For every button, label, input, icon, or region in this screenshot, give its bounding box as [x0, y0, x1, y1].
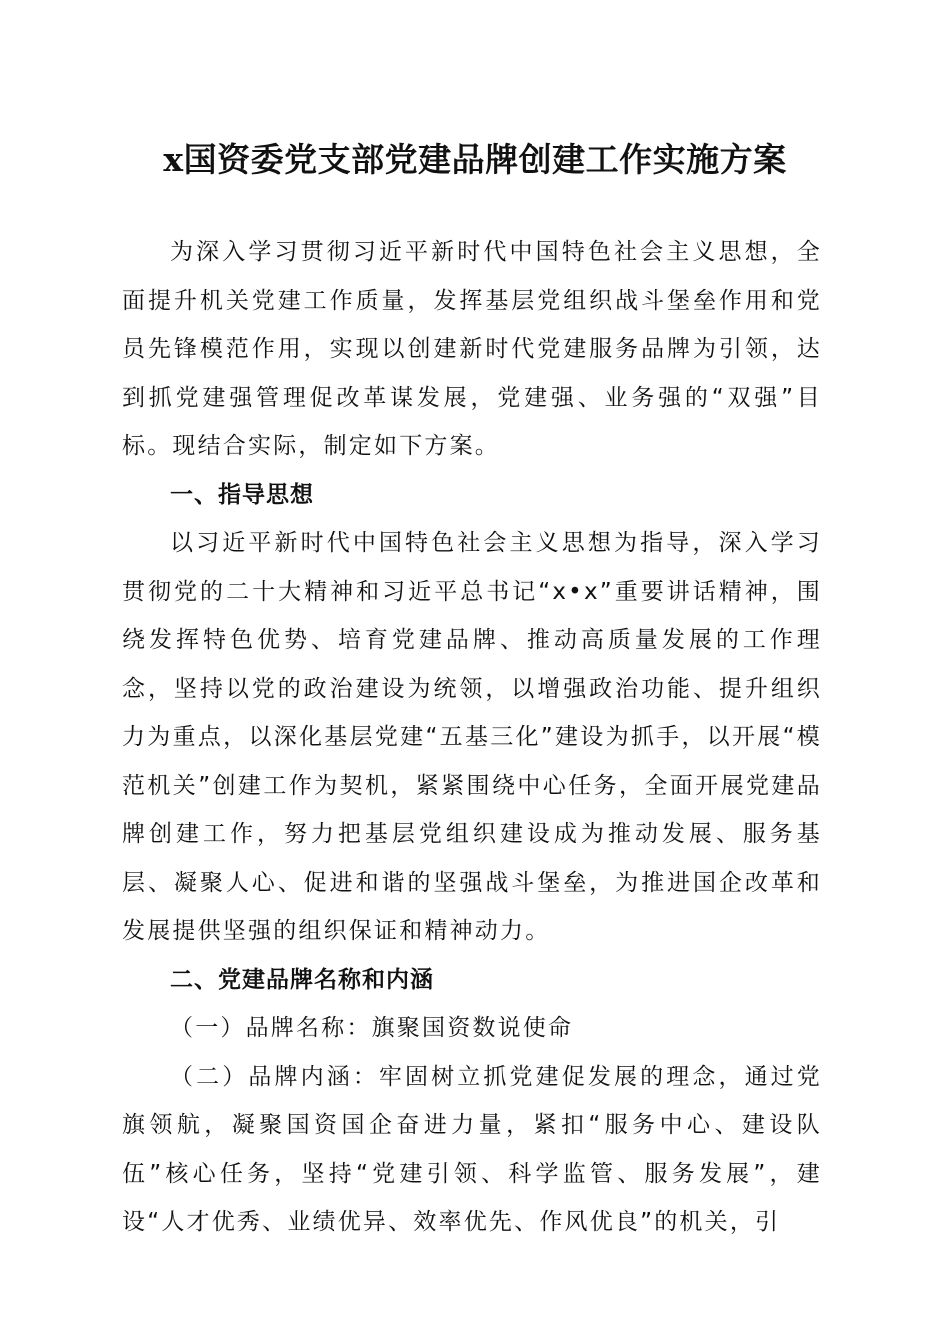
- document-title: x国资委党支部党建品牌创建工作实施方案: [163, 140, 787, 179]
- brand-name-item: （一）品牌名称：旗聚国资数说使命: [170, 1015, 574, 1041]
- intro-paragraph: 为深入学习贯彻习近平新时代中国特色社会主义思想，全面提升机关党建工作质量，发挥基层党组织战斗堡垒作用和党员先锋模范作用，实现以创建新时代党建服务品牌为引领，达到抓党建强管理促改革谋发展，党建强、业务强的“双强”目标。现结合实际，制定如下方案。: [122, 239, 822, 459]
- guiding-ideology-paragraph: 以习近平新时代中国特色社会主义思想为指导，深入学习贯彻党的二十大精神和习近平总书记“x•x”重要讲话精神，围绕发挥特色优势、培育党建品牌、推动高质量发展的工作理念，坚持以党的政治建设为统领，以增强政治功能、提升组织力为重点，以深化基层党建“五基三化”建设为抓手，以开展“模范机关”创建工作为契机，紧紧围绕中心任务，全面开展党建品牌创建工作，努力把基层党组织建设成为推动发展、服务基层、凝聚人心、促进和谐的坚强战斗堡垒，为推进国企改革和发展提供坚强的组织保证和精神动力。: [122, 530, 822, 944]
- document-body: [122, 228, 822, 1247]
- section-heading-guiding-ideology: 一、指导思想: [170, 481, 314, 508]
- section-heading-brand-name-connotation: 二、党建品牌名称和内涵: [170, 966, 434, 993]
- brand-connotation-paragraph: （二）品牌内涵：牢固树立抓党建促发展的理念，通过党旗领航，凝聚国资国企奋进力量，紧扣“服务中心、建设队伍”核心任务，坚持“党建引领、科学监管、服务发展”，建设“人才优秀、业绩优异、效率优先、作风优良”的机关，引: [122, 1063, 822, 1235]
